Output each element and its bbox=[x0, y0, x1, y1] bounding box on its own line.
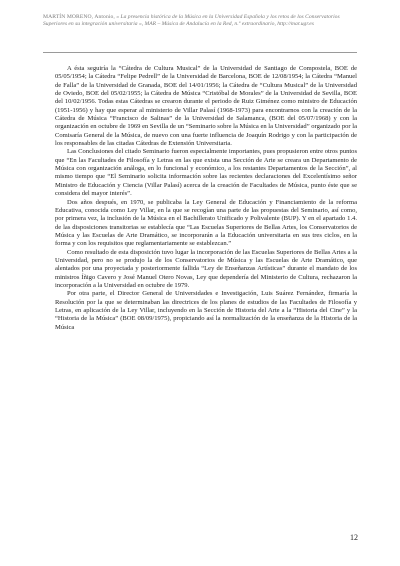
running-header bbox=[43, 14, 363, 29]
header-citation: « La presencia histórica de la Música en la Universidad Española y los retos de los Conservatorios Superiores en su integración universitaria », MAR – Música de Andalucía en la Red, n.º extraordinario, http://mar.ugr.es bbox=[43, 14, 340, 28]
paragraph: Dos años después, en 1970, se publicaba la Ley General de Educación y Financiamiento de la reforma Educativa, conocida como Ley Villar, en la que se recogían una parte de las propuestas del Seminario, así como, por primera vez, la inclusión de la Música en el Bachillerato Unificado y Polivalente (BUP). Y en el apartado 1.4. de las disposiciones transitorias se establecía que “Las Escuelas Superiores de Bellas Artes, los Conservatorios de Música y las Escuelas de Arte Dramático, se incorporarán a la Educación universitaria en sus tres ciclos, en la forma y con los requisitos que reglamentariamente se establezcan.” bbox=[55, 198, 357, 248]
paragraph: A ésta seguiría la “Cátedra de Cultura Musical” de la Universidad de Santiago de Compostela, BOE de 05/05/1954; la Cátedra “Felipe Pedrell” de la Universidad de Barcelona, BOE de 12/08/1954; la Cátedra “Manuel de Falla” de la Universidad de Granada, BOE del 14/01/1956; la Cátedra de “Cultura Musical” de la Universidad de Oviedo, BOE del 05/02/1955; la Cátedra de Música “Cristóbal de Morales” de la Universidad de Sevilla, BOE del 10/02/1956. Todas estas Cátedras se crearon durante el periodo de Ruiz Giménez como ministro de Educación (1951-1956) y hay que esperar al ministerio de Villar Palasí (1968-1973) para encontrarnos con la creación de la Cátedra de Música “Francisco de Salinas” de la Universidad de Salamanca, (BOE del 05/07/1968) y con la organización en octubre de 1969 en Sevilla de un “Seminario sobre la Música en la Universidad” organizado por la Comisaría General de la Música, de nuevo con una fuerte influencia de Joaquín Rodrigo y con la participación de los responsables de las citadas Cátedras de Extensión Universitaria. bbox=[55, 65, 357, 148]
header-divider bbox=[43, 52, 357, 53]
paragraph: Por otra parte, el Director General de Universidades e Investigación, Luis Suárez Fernández, firmaría la Resolución por la que se determinaban las directrices de los planes de estudios de las Facultades de Filosofía y Letras, en aplicación de la Ley Villar, incluyendo en la Sección de Historia del Arte a la “Historia del Cine” y la “Historia de la Música” (BOE 08/09/1975), propiciando así la normalización de la enseñanza de la Historia de la Música bbox=[55, 290, 357, 331]
header-author: MARTÍN MORENO, Antonio, bbox=[43, 14, 115, 20]
body-text bbox=[55, 65, 357, 332]
paragraph: Las Conclusiones del citado Seminario fueron especialmente importantes, pues propusieron entre otros puntos que “En las Facultades de Filosofía y Letras en las que exista una Sección de Arte se creara un Departamento de Música con organización análoga, en lo funcional y económico, a los restantes Departamentos de la Sección”, al mismo tiempo que “El Seminario solicita información sobre las recientes declaraciones del Excelentísimo señor Ministro de Educación y Ciencia (Villar Palasí) acerca de la creación de Facultades de Música, punto éste que se considera del mayor interés”. bbox=[55, 148, 357, 198]
paragraph: Como resultado de esta disposición tuvo lugar la incorporación de las Escuelas Superiores de Bellas Artes a la Universidad, pero no se produjo la de los Conservatorios de Música y las Escuelas de Arte Dramático, que alentados por una proyectada y posteriormente fallida “Ley de Enseñanzas Artísticas” durante el mandato de los ministros Íñigo Cavero y José Manuel Otero Novas, Ley que dependería del Ministerio de Cultura, rechazaron la incorporación a la Universidad en octubre de 1979. bbox=[55, 248, 357, 289]
page-number: 12 bbox=[350, 533, 358, 542]
